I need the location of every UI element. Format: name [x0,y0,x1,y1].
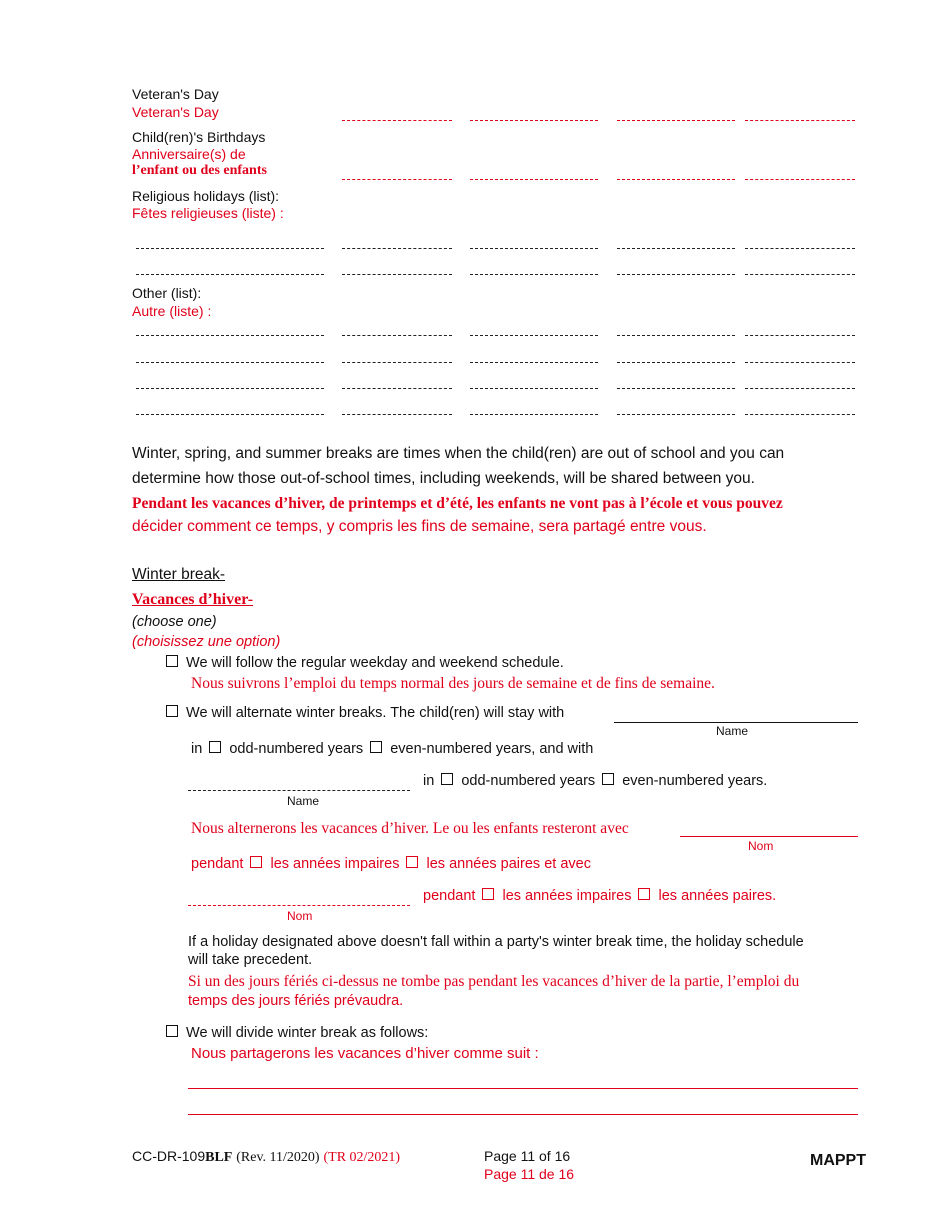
religious-row-2-name[interactable] [136,274,324,275]
religious-holidays-label-fr: Fêtes religieuses (liste) : [132,205,284,221]
option-alternate[interactable] [166,705,564,721]
page-number-fr: Page 11 de 16 [484,1166,575,1182]
breaks-intro-fr-line-2: décider comment ce temps, y compris les fins de semaine, sera partagé entre vous. [132,518,707,535]
paires-end-label: les années paires. [658,888,777,904]
even-years-checkbox-2[interactable] [602,773,614,785]
other-row-2-field-3[interactable] [617,362,735,363]
alternate-nom-field-2[interactable] [188,905,410,906]
option-alternate-checkbox[interactable] [166,705,178,717]
paires-avec-label: les années paires et avec [426,856,591,872]
pendant-label: pendant [191,856,244,872]
alternate-years-row-2-fr [423,888,776,904]
other-row-4-field-4[interactable] [745,414,855,415]
other-row-4-field-1[interactable] [342,414,452,415]
religious-row-2-field-1[interactable] [342,274,452,275]
breaks-intro-line-2: determine how those out-of-school times, including weekends, will be shared between you. [132,470,755,487]
veterans-field-4[interactable] [745,120,855,121]
impaires-checkbox-2[interactable] [482,888,494,900]
holiday-note-fr-line-2: temps des jours fériés prévaudra. [188,993,404,1009]
option-regular-schedule-checkbox[interactable] [166,655,178,667]
other-holidays-label: Other (list): [132,285,202,301]
veterans-day-label: Veteran's Day [132,86,219,102]
name-caption-1: Name [716,724,749,738]
veterans-field-1[interactable] [342,120,452,121]
in-label-2: in [423,773,435,789]
mappt-label: MAPPT [810,1152,866,1169]
form-code-prefix: CC-DR-109 [132,1148,206,1164]
religious-row-2-field-4[interactable] [745,274,855,275]
birthdays-field-3[interactable] [617,179,735,180]
religious-row-1-field-1[interactable] [342,248,452,249]
page-number: Page 11 of 16 [484,1148,571,1164]
alternate-years-row-1-fr [191,856,591,872]
other-row-2-field-1[interactable] [342,362,452,363]
option-divide[interactable] [166,1025,428,1041]
alternate-years-row-2 [423,773,767,789]
impaires-label: les années impaires [270,856,400,872]
religious-row-1-name[interactable] [136,248,324,249]
option-alternate-fr: Nous alternerons les vacances d’hiver. Le ou les enfants resteront avec [191,820,629,837]
impaires-label-2: les années impaires [502,888,632,904]
religious-row-1-field-2[interactable] [470,248,598,249]
odd-years-label: odd-numbered years [229,741,364,757]
form-code-suffix: BLF [205,1150,233,1165]
impaires-checkbox-1[interactable] [250,856,262,868]
other-row-1-field-4[interactable] [745,335,855,336]
option-regular-schedule-fr: Nous suivrons l’emploi du temps normal des jours de semaine et de fins de semaine. [191,675,715,692]
birthdays-field-2[interactable] [470,179,598,180]
religious-row-2-field-3[interactable] [617,274,735,275]
choose-one-label-fr: (choisissez une option) [132,634,281,650]
winter-break-title: Winter break- [132,566,226,583]
other-row-4-field-2[interactable] [470,414,598,415]
form-revision: (Rev. 11/2020) [236,1150,320,1165]
choose-one-label: (choose one) [132,614,217,630]
holiday-note-fr-line-1: Si un des jours fériés ci-dessus ne tombe pas pendant les vacances d’hiver de la partie, l’emploi du [188,973,800,990]
alternate-years-row-1 [191,741,593,757]
option-divide-label: We will divide winter break as follows: [186,1025,429,1041]
birthdays-label-fr: Anniversaire(s) de [132,146,246,162]
option-divide-checkbox[interactable] [166,1025,178,1037]
in-label: in [191,741,203,757]
birthdays-label-fr-2: l’enfant ou des enfants [132,163,267,178]
option-regular-schedule-label: We will follow the regular weekday and weekend schedule. [186,655,564,671]
alternate-name-field-2[interactable] [188,790,410,791]
paires-checkbox-2[interactable] [638,888,650,900]
birthdays-label: Child(ren)'s Birthdays [132,129,266,145]
option-divide-fr: Nous partagerons les vacances d’hiver comme suit : [191,1045,539,1062]
form-translation-rev: (TR 02/2021) [323,1150,401,1165]
divide-field-2[interactable] [188,1114,858,1115]
other-row-4-name[interactable] [136,414,324,415]
even-years-label-2: even-numbered years. [622,773,768,789]
alternate-nom-field-1[interactable] [680,836,858,837]
other-row-2-field-4[interactable] [745,362,855,363]
birthdays-field-4[interactable] [745,179,855,180]
holiday-note-line-2: will take precedent. [188,952,313,968]
other-holidays-label-fr: Autre (liste) : [132,303,212,319]
religious-row-1-field-3[interactable] [617,248,735,249]
breaks-intro-line-1: Winter, spring, and summer breaks are times when the child(ren) are out of school and you can [132,445,785,462]
other-row-2-field-2[interactable] [470,362,598,363]
other-row-2-name[interactable] [136,362,324,363]
odd-years-checkbox-1[interactable] [209,741,221,753]
option-alternate-label: We will alternate winter breaks. The child(ren) will stay with [186,705,565,721]
other-row-3-field-2[interactable] [470,388,598,389]
odd-years-checkbox-2[interactable] [441,773,453,785]
other-row-3-field-1[interactable] [342,388,452,389]
even-years-and-with-label: even-numbered years, and with [390,741,594,757]
veterans-field-2[interactable] [470,120,598,121]
religious-row-2-field-2[interactable] [470,274,598,275]
veterans-field-3[interactable] [617,120,735,121]
nom-caption-2: Nom [287,909,313,923]
other-row-1-field-2[interactable] [470,335,598,336]
other-row-1-name[interactable] [136,335,324,336]
nom-caption-1: Nom [748,839,774,853]
other-row-3-name[interactable] [136,388,324,389]
holiday-note-line-1: If a holiday designated above doesn't fall within a party's winter break time, the holiday schedule [188,934,804,950]
even-years-checkbox-1[interactable] [370,741,382,753]
other-row-3-field-4[interactable] [745,388,855,389]
paires-checkbox-1[interactable] [406,856,418,868]
other-row-3-field-3[interactable] [617,388,735,389]
option-regular-schedule[interactable] [166,655,564,671]
breaks-intro-fr-line-1: Pendant les vacances d’hiver, de printemps et d’été, les enfants ne vont pas à l’école et vous pouvez [132,495,783,512]
other-row-1-field-3[interactable] [617,335,735,336]
alternate-name-field-1[interactable] [614,722,858,723]
other-row-1-field-1[interactable] [342,335,452,336]
other-row-4-field-3[interactable] [617,414,735,415]
form-code [132,1148,400,1166]
birthdays-field-1[interactable] [342,179,452,180]
winter-break-title-fr: Vacances d’hiver- [132,591,254,608]
odd-years-label-2: odd-numbered years [461,773,596,789]
veterans-day-label-fr: Veteran's Day [132,104,219,120]
religious-holidays-label: Religious holidays (list): [132,188,280,204]
pendant-label-2: pendant [423,888,476,904]
religious-row-1-field-4[interactable] [745,248,855,249]
divide-field-1[interactable] [188,1088,858,1089]
name-caption-2: Name [287,794,320,808]
